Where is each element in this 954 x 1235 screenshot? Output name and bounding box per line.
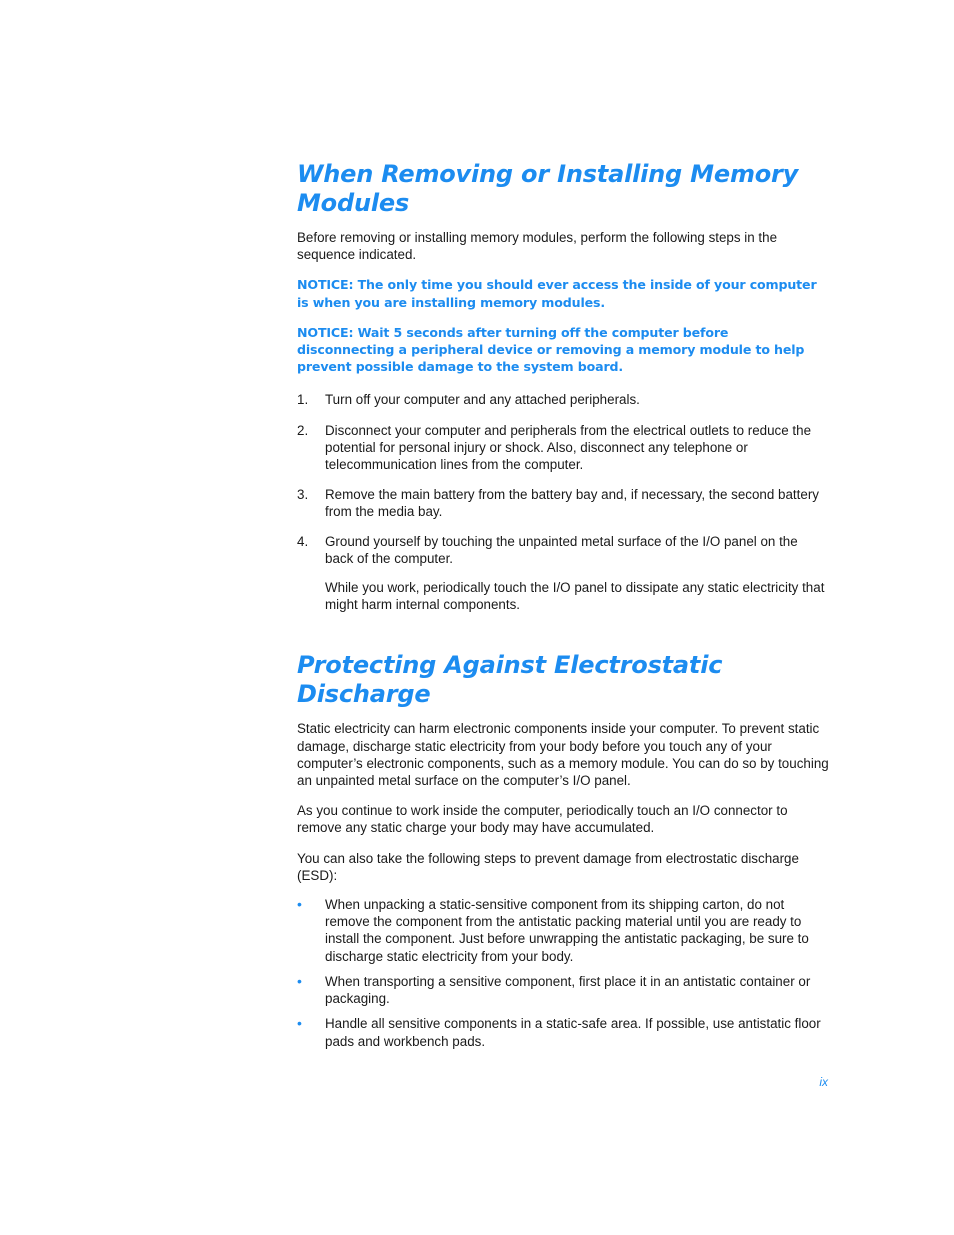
step-text: Ground yourself by touching the unpainted metal surface of the I/O panel on the back of the computer. (325, 533, 798, 566)
esd-paragraph-2: As you continue to work inside the computer, periodically touch an I/O connector to remove any static charge your body may have accumulated. (297, 803, 788, 836)
step-text: Remove the main battery from the battery bay and, if necessary, the second battery from the media bay. (325, 487, 819, 520)
section-heading-memory-modules: When Removing or Installing Memory Modules (297, 160, 799, 217)
step-item (297, 391, 829, 408)
esd-paragraph-3: You can also take the following steps to prevent damage from electrostatic discharge (ESD): (297, 850, 799, 883)
notice-wait-5-seconds: NOTICE: Wait 5 seconds after turning off the computer before disconnecting a peripheral device or removing a memory module to help prevent possible damage to the system board. (297, 324, 805, 375)
bullet-item (297, 896, 829, 965)
step-text: Disconnect your computer and peripherals from the electrical outlets to reduce the potential for personal injury or shock. Also, disconnect any telephone or telecommunication lines from the computer. (325, 422, 812, 473)
page-number: ix (819, 1075, 828, 1089)
bullet-icon: • (297, 896, 302, 913)
step-number: 2. (297, 422, 309, 438)
bullet-item (297, 973, 829, 1007)
bullet-icon: • (297, 1015, 302, 1032)
notice-access-inside: NOTICE: The only time you should ever access the inside of your computer is when you are installing memory modules. (297, 277, 817, 310)
step-text: Turn off your computer and any attached peripherals. (325, 392, 640, 408)
step-number: 3. (297, 487, 309, 503)
bullet-item (297, 1015, 829, 1049)
step-item (297, 486, 829, 520)
intro-paragraph: Before removing or installing memory modules, perform the following steps in the sequence indicated. (297, 230, 778, 263)
step-item (297, 422, 829, 474)
esd-paragraph-1: Static electricity can harm electronic components inside your computer. To prevent static damage, discharge static electricity from your body before you touch any of your computer’s electronic components, such as a memory module. You can do so by touching an unpainted metal surface on the computer’s I/O panel. (297, 721, 829, 789)
document-page (297, 160, 829, 1050)
step-number: 1. (297, 392, 309, 408)
step-number: 4. (297, 533, 309, 549)
bullet-text: When unpacking a static-sensitive component from its shipping carton, do not remove the component from the antistatic packing material until you are ready to install the component. Just before unwrapping the antistatic packaging, be sure to discharge static electricity from your body. (325, 897, 809, 964)
bullet-text: When transporting a sensitive component, first place it in an antistatic container or packaging. (325, 973, 811, 1007)
bullet-text: Handle all sensitive components in a static-safe area. If possible, use antistatic floor pads and workbench pads. (325, 1016, 821, 1049)
step-4-followup: While you work, periodically touch the I/O panel to dissipate any static electricity that might harm internal components. (325, 580, 825, 613)
section-heading-esd: Protecting Against Electrostatic Discharge (297, 651, 723, 709)
bullet-icon: • (297, 972, 302, 989)
step-item (297, 533, 829, 567)
